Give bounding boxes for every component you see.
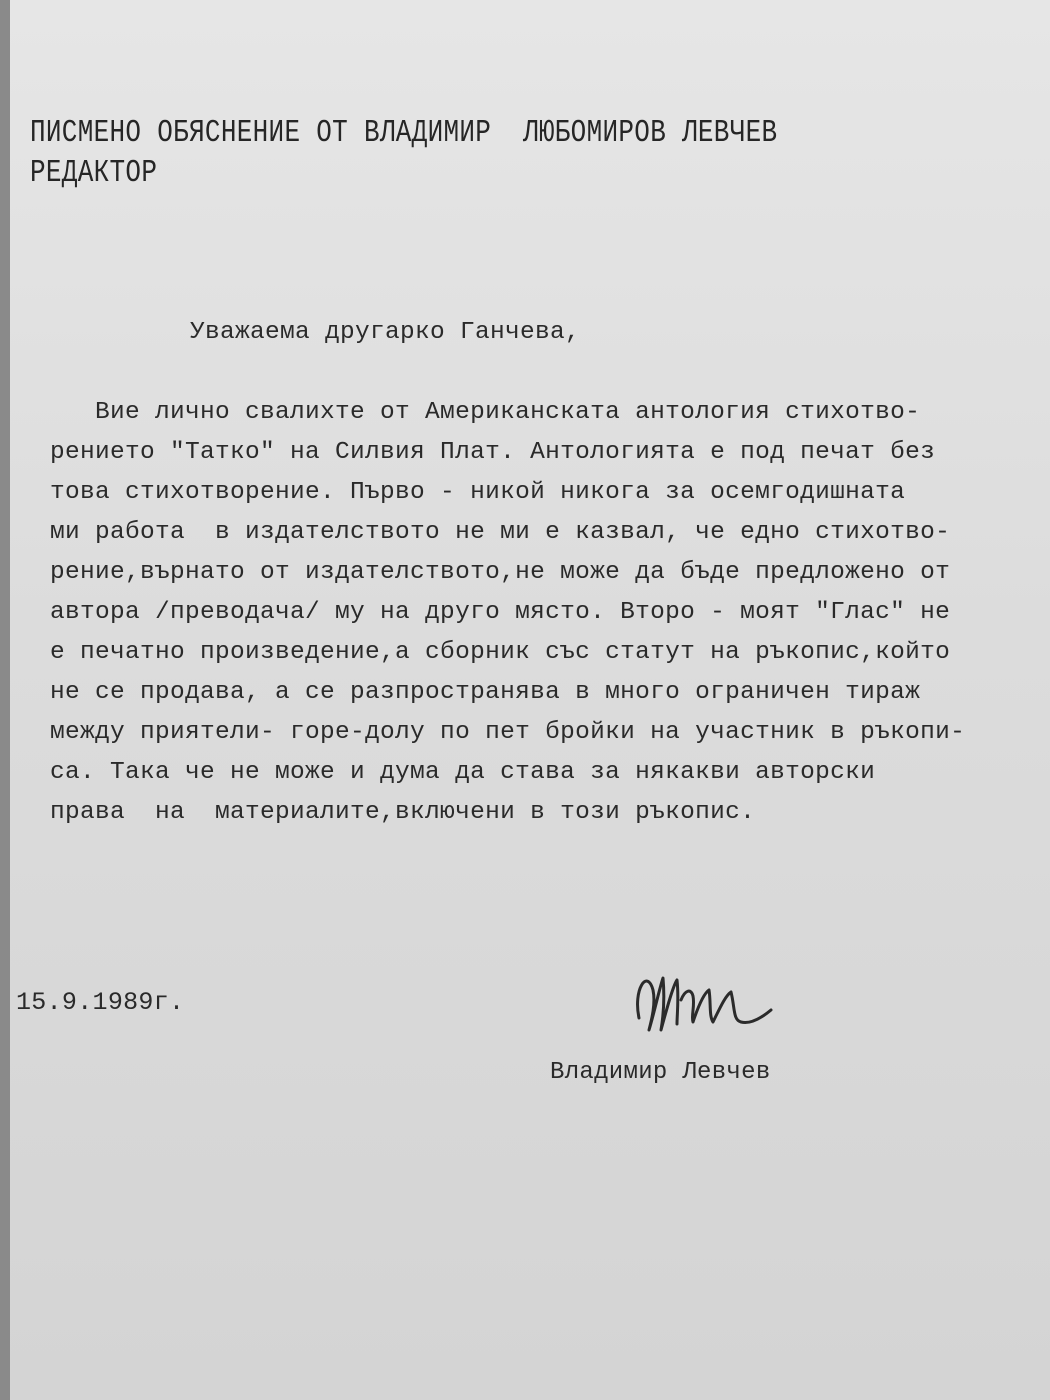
- body-line: това стихотворение. Първо - никой никога за осемгодишната: [50, 479, 906, 506]
- greeting: Уважаема другарко Ганчева,: [190, 319, 581, 346]
- body-line: рението "Татко" на Силвия Плат. Антологията е под печат без: [50, 439, 936, 466]
- letter-page: [10, 0, 1050, 1400]
- body-line: не се продава, а се разпространява в много ограничен тираж: [50, 679, 921, 706]
- letter-date: 15.9.1989г.: [16, 988, 185, 1017]
- handwritten-signature: [625, 960, 805, 1050]
- body-line: автора /преводача/ му на друго място. Второ - моят "Глас" не: [50, 599, 951, 626]
- body-line: права на материалите,включени в този ръкопис.: [50, 799, 756, 826]
- signatory-name: Владимир Левчев: [550, 1059, 771, 1086]
- body-line: е печатно произведение,а сборник със статут на ръкопис,който: [50, 639, 951, 666]
- body-line: ми работа в издателството не ми е казвал, че едно стихотво-: [50, 519, 951, 546]
- body-line: са. Така че не може и дума да става за някакви авторски: [50, 759, 876, 786]
- body-line: рение,върнато от издателството,не може да бъде предложено от: [50, 559, 951, 586]
- body-line: Вие лично свалихте от Американската антология стихотво-: [50, 399, 921, 426]
- author-position: РЕДАКТОР: [30, 154, 158, 191]
- document-title: ПИСМЕНО ОБЯСНЕНИЕ ОТ ВЛАДИМИР ЛЮБОМИРОВ ЛЕВЧЕВ: [30, 114, 778, 151]
- body-line: между приятели- горе-долу по пет бройки на участник в ръкопи-: [50, 719, 966, 746]
